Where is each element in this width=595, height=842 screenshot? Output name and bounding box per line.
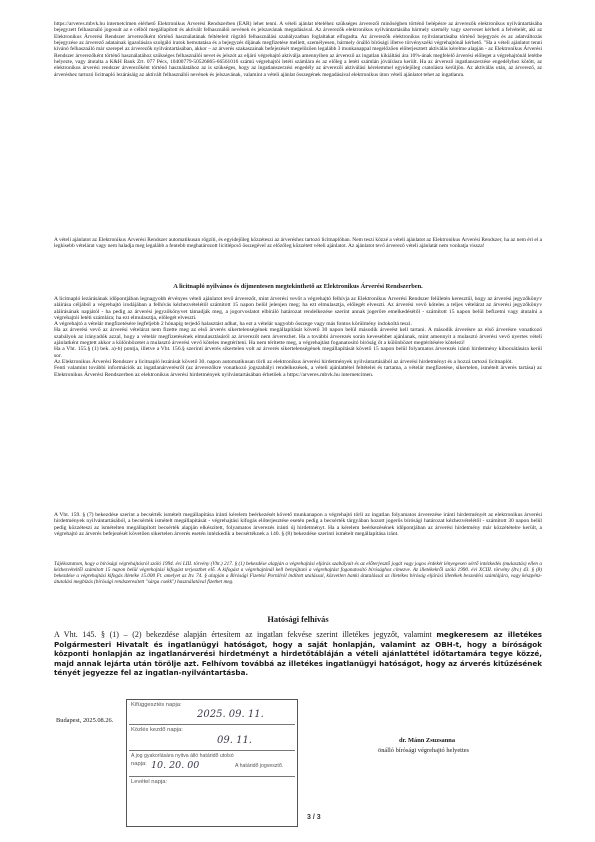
signature-name: dr. Mánn Zsuzsanna — [399, 737, 456, 744]
paragraph-continuous-auction: Ha a Vht. 155.§ (1) bek. a)-b) pontja, illetve a Vht. 156.§ szerinti árverés sikertelen volt az árverés sikertelenségének megállapítását követő 15 napon belül folyamatos árverezés iránti hirdetmény kibocsátására kerül sor. — [54, 346, 542, 359]
stamp-value-posting: 2025. 09. 11. — [197, 709, 264, 720]
signature-place-date: Budapest, 2025.08.26. — [56, 717, 114, 724]
stamp-divider — [129, 724, 295, 725]
page-number: 3 / 3 — [307, 814, 321, 821]
stamp-value-communication: 09. 11. — [217, 735, 252, 746]
signature-role: önálló bírósági végrehajtó helyettes — [378, 747, 470, 754]
section-auction-rules — [54, 296, 542, 506]
stamp-label-day: napja: — [131, 761, 147, 767]
heading-licitnaplo: A licitnapló nyilvános és díjmentesen megtekinthető az Elektronikus Árverési Rendszerben. — [173, 283, 423, 290]
stamp-label-removal: Levétel napja: — [131, 779, 168, 785]
paragraph-vht159: A Vht. 159. § (7) bekezdése szerint a becsérték ismételt megállapítása iránti kérelem beérkezését követő munkanapon a végrehajtó törli az ingatlan folyamatos árverezése iránti hirdetményét az elektronikus árverési hirdetmények nyilvántartásából, a becsérték ismételt megállapítását - végrehajtási kifogás előterjesztése esetén pedig a becsérték tárgyában hozott jogerős bírósági határozat kézhezvételétől - számított 30 napon belül pedig közzéteszi az ismételten megállapított becsérték alapján elkészített, folyamatos árverezés iránti új hirdetményt. Ha a kérelem beérkezésének időpontjában az árverési hirdetmény már közzétételre került, a végrehajtó az árverés befejezését követően sikertelen árverés esetén intézkedik a becsértéknek a 140. § (8) bekezdése szerinti ismételt megállapítása iránt. — [54, 512, 542, 537]
paragraph-offer-recording: A vételi ajánlatot az Elektronikus Árverési Rendszer automatikusan rögzíti, és egyidejűleg közzéteszi az árveréshez tartozó licitnaplóban. Nem teszi közzé a vételi ajánlatot az Elektronikus Árverési Rendszer, ha az nem éri el a legkisebb vételárat vagy nem haladja meg legalább a fentebb meghatározott licitlépcső összegével az előzőleg közzétett vételi ajánlatot. Az ajánlatot tevő árverező vételi ajánlatát nem vonhatja vissza! — [54, 237, 542, 250]
stamp-label-posting: Kifüggesztés napja: — [131, 702, 182, 708]
paragraph-winner-call: A licitnapló lezárásának időpontjában legnagyobb érvényes vételi ajánlatot tevő árverezőt, mint árverési vevőt a végrehajtó felhívja az Elektronikus Árverési Rendszer felületén keresztül, hogy az árverési jegyzőkönyv aláírása céljából a végrehajtó irodájában a felhívás kézhezvételétől számított 15 napon belül jelenjen meg; ha ezt elmulasztja, előlegét elveszti. Az árverési vevő köteles a teljes vételárat az árverési jegyzőkönyv aláírásának napjától - ha pedig az árverési jegyzőkönyvet támadják meg, a jogorvoslatot elbíráló határozat rendelkezése szerint annak jogerőre emelkedésétől - számított 15 napon belül befizetni vagy átutalni a végrehajtói letéti számlára; ha ezt elmulasztja, előlegét elveszti. — [54, 296, 542, 321]
paragraph-bidding-access: https://arveres.mbvk.hu internetcímen elérhető Elektronikus Árverési Rendszerben (EÁR) lehet tenni. A vételi ajánlat tételéhez szükséges árverezői minőségben történő belépésre az árverezők elektronikus nyilvántartásába bejegyzett felhasználó jogosult az e célból megállapított és aktivált felhasználói nevének és jelszavának megadásával. Az árverezők elektronikus nyilvántartásába bármely személy vagy szervezet kérheti a felvételét, aki az Elektronikus Árverési Rendszer árverezőként történő használatának feltételeit rögzítő felhasználási szabályzatban foglaltakat elfogadta. Az árverezők elektronikus nyilvántartásába történő bejegyzés és az adatváltozás bejegyzése az árverező adatainak igazolására szolgáló iratok bemutatása és a bejegyzés díjának megfizetése mellett, személyesen, bármely önálló bírósági illetve törvényszéki végrehajtónál kérhető. "Ha a vételi ajánlatot tenni kívánó felhasználó már szerepel az árverezők nyilvántartásában, akkor – az árverés szakaszainak befejezését megelőzően legalább 3 munkanappal megelőzően előterjesztett aktiválás kérelme alapján - az Elektronikus Árverési Rendszer árverezőként történő használatához szükséges felhasználói nevet és jelszót az eljáró végrehajtó aktiválja amennyiben az árverező az ingatlan kikiáltási ára 10%-ának megfelelő árverési előleget a végrehajtónál letétbe helyezte, vagy átutalta a K&H Bank Zrt. 077 Pécs, 10400779-50526865-66561016 számú végrehajtói letéti számlára és az előleg a letéti számlán jóváírásra került. Ha az árverező ingatlanszerzése engedélyhez kötött, az elektronikus árverési rendszer árverezőként történő használatához az is szükséges, hogy az ingatlanszerzési engedély az árverezői aktiválási kérelemmel egyidejűleg csatolásra kerüljön. Az aktiválás után, az árverező, az árveréshez tartozó licitnapló lezárásáig az aktivált felhasználói nevének és jelszavának, valamint a vételi ajánlat összegének megadásával elektronikus úton vételi ajánlatot tehet az ingatlanra. — [54, 21, 542, 78]
stamp-label-communication: Közlés kezdő napja: — [131, 727, 183, 733]
paragraph-legal-remedy-info: Tájékoztatom, hogy a bírósági végrehajtásról szóló 1994. évi LIII. törvény (Vht.) 217. § (1) bekezdése alapján a végrehajtási eljárás szabályait és az előterjesztő jogát vagy jogos érdekét lényegesen sértő intézkedés (mulasztás) ellen a kézhezvételtől számított 15 napon belül végrehajtási kifogást terjeszthet elő. A kifogást a végrehajtónál kell benyújtani a végrehajtást foganatosító bírósághoz címezve. Az illetékekről szóló 1990. évi XCIII. törvény (Itv.) 43. § (8) bekezdése a végrehajtási kifogás illetéke 15.000 Ft. amelyet az Itv. 74. § alapján a Bírósági Fizetési Portálról indított utalással, közvetlen banki átutalással az illetékes bíróság eljárási illetékek beszedési számlájára, vagy készpénz-átutalási megbízás (bírósági rendszeresített "sárga csekk") használatával fizethet meg. — [54, 561, 542, 586]
hatosagi-plain-text: A Vht. 145. § (1) – (2) bekezdése alapján értesítem az ingatlan fekvése szerint illetékes jegyzőt, valamint — [54, 630, 437, 639]
stamp-divider — [129, 776, 295, 777]
paragraph-payment-extension: A végrehajtó a vételár megfizetésére legfeljebb 2 hónapig terjedő halasztást adhat, ha ezt a vételár nagyobb összege vagy más fontos körülmény indokoltá teszi. — [54, 321, 412, 328]
posting-stamp — [126, 699, 298, 827]
paragraph-hatosagi-felhivas — [54, 630, 542, 678]
paragraph-second-auction: Ha az árverési vevő az árverési vételárat nem fizette meg az első árverés sikertelenségének megállapítását követő 30 napon belül második árverést kell tartani. A második árverésre az első árverésre vonatkozó szabályok az irányadók azzal, hogy a vételár megfizetésének elmulasztásáról az árverezőt nem árverezhet. Ha a további árverezés során kevesebbet ajánlanak, mint amennyit a mulasztó árverési vevő nyertes vételi ajánlatként megtett akkor a különbözetet a mulasztó árverési vevő köteles megtéríteni. Ha nem térítette meg, a végrehajtást foganatosító bíróság őt a különbözet megtérítésére kötelezi! — [54, 327, 542, 347]
stamp-divider — [129, 750, 295, 751]
paragraph-auto-delete: Az Elektronikus Árverési Rendszer a licitnapló lezárását követő 30. napon automatikusan törli az elektronikus árverési hirdetmények nyilvántartásából az árverési hirdetményt és a hozzá tartozó licitnaplót. — [54, 358, 513, 365]
hatosagi-bold-text: megkeresem az illetékes Polgármesteri Hivatalt és ingatlanügyi hatóságot, hogy a saját honlapján, valamint az OBH-t, hogy a bíróságok központi honlapján az ingatlanárverési hirdetményt a hirdetőtábláján a vételi ajánlattétel időtartamára tegye közzé, majd annak lejárta után törölje azt. Felhívom továbbá az illetékes ingatlanügyi hatóságot, hogy az árverés kitűzésének tényét jegyezze fel az ingatlan-nyilvántartásba. — [54, 630, 543, 678]
stamp-label-forfeit: A határidő jogvesztő. — [235, 763, 284, 769]
stamp-value-deadline: 10. 20. 00 — [151, 760, 200, 771]
paragraph-more-info: Fenti valamint további információk az ingatlanárverésről (az árverezőkre vonatkozó jogszabályi rendelkezések, a vételi ajánlattétel feltételei és tartama, a vételár megfizetése, sikertelen, ismételt árverés tartása) az Elektronikus Árverési Rendszerben az elektronikus árverési hirdetmények nyilvántartásában érhetőek a https://arveres.mbvk.hu internetcímen. — [54, 365, 542, 378]
heading-hatosagi-felhivas: Hatósági felhívás — [267, 615, 329, 624]
stamp-label-deadline: A jog gyakorlására nyitva álló határidő utolsó — [131, 753, 234, 759]
